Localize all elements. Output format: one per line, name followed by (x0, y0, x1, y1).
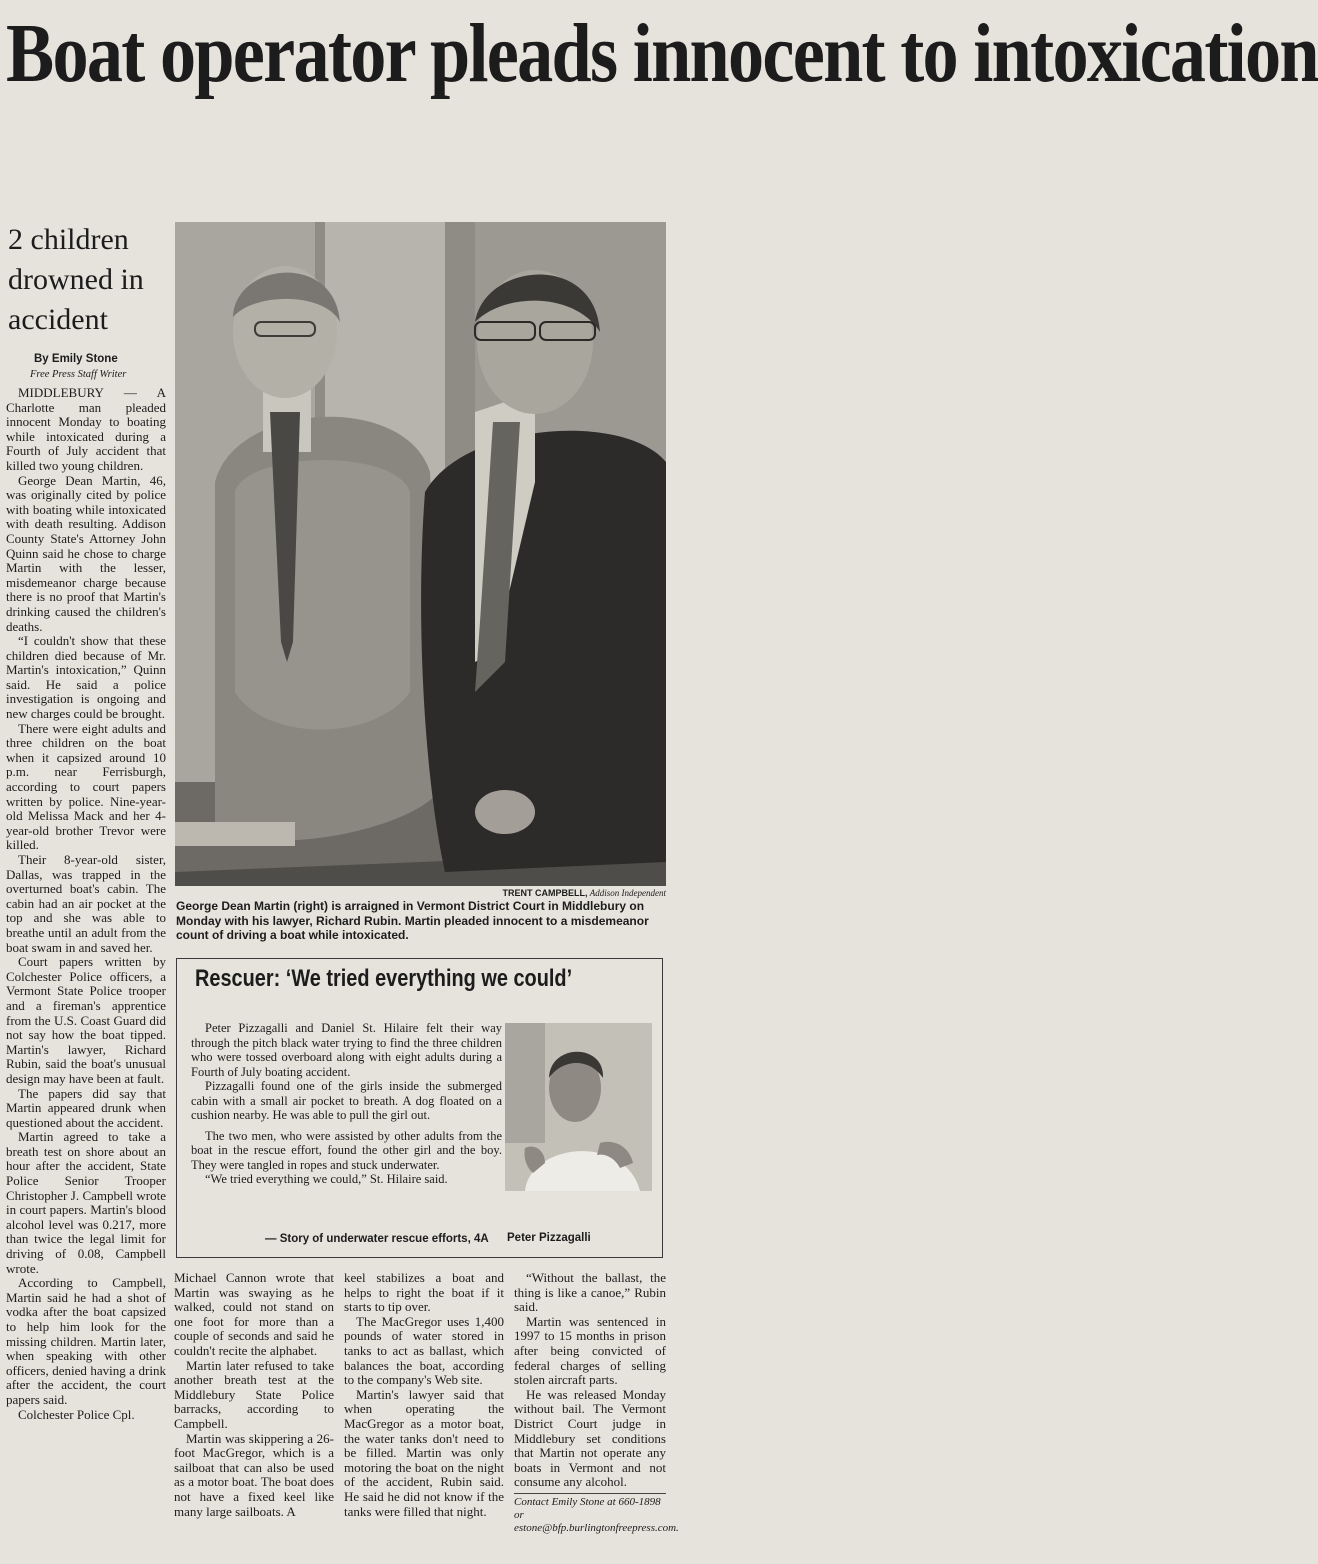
sidebar-story-reference[interactable]: — Story of underwater rescue efforts, 4A (265, 1233, 489, 1245)
article-paragraph: Their 8-year-old sister, Dallas, was trapped in the overturned boat's cabin. The cabin had an air pocket at the top and she was able to breathe until an adult from the boat swam in and saved her. (6, 852, 166, 955)
sidebar-paragraph: Peter Pizzagalli and Daniel St. Hilaire felt their way through the pitch black water trying to find the three children who were tossed overboard along with eight adults during a Fourth of July boating accident. (191, 1021, 502, 1079)
article-deck: 2 children drowned in accident (8, 223, 144, 336)
article-paragraph: Martin later refused to take another breath test at the Middlebury State Police barracks, according to Campbell. (174, 1357, 334, 1431)
byline-role: Free Press Staff Writer (30, 369, 127, 380)
sidebar-paragraph: “We tried everything we could,” St. Hilaire said. (205, 1172, 448, 1186)
sidebar-paragraph: The two men, who were assisted by other adults from the boat in the rescue effort, found the other girl and the boy. They were tangled in ropes and stuck underwater. (191, 1128, 502, 1172)
rescuer-photo (505, 1023, 652, 1191)
article-paragraph: keel stabilizes a boat and helps to right the boat if it starts to tip over. (344, 1270, 504, 1315)
article-paragraph: Colchester Police Cpl. (18, 1406, 135, 1422)
photo-caption: George Dean Martin (right) is arraigned in Vermont District Court in Middlebury on Monday with his lawyer, Richard Rubin. Martin pleaded innocent to a misdemeanor count of driving a boat while intoxicated. (176, 899, 649, 942)
article-paragraph: Michael Cannon wrote that Martin was swaying as he walked, could not stand on one foot for more than a couple of seconds and said he couldn't recite the alphabet. (174, 1270, 334, 1358)
byline: By Emily Stone (34, 353, 118, 365)
article-paragraph: The papers did say that Martin appeared drunk when questioned about the accident. (6, 1085, 166, 1130)
article-column-bottom-1 (174, 1271, 334, 1519)
article-headline: Boat operator pleads innocent to intoxication (6, 7, 1318, 100)
article-paragraph: George Dean Martin, 46, was originally cited by police with boating while intoxicated with death resulting. Addison County State's Attorney John Quinn said he chose to charge Martin with the lesser, misdemeanor charge because there is no proof that Martin's drinking caused the children's deaths. (6, 472, 166, 634)
article-paragraph: MIDDLEBURY — A Charlotte man pleaded innocent Monday to boating while intoxicated during a Fourth of July accident that killed two young children. (6, 385, 166, 473)
article-column-bottom-3 (514, 1270, 679, 1535)
article-paragraph: “I couldn't show that these children died because of Mr. Martin's intoxication,” Quinn said. He said a police investigation is ongoing and new charges could be brought. (6, 633, 166, 722)
article-paragraph: Martin was skippering a 26-foot MacGregor, which is a sailboat that can also be used as a motor boat. The boat does not have a fixed keel like many large sailboats. A (174, 1430, 334, 1519)
article-paragraph: The MacGregor uses 1,400 pounds of water stored in tanks to act as ballast, which balances the boat, according to the company's Web site. (344, 1313, 504, 1388)
sidebar-body (191, 1021, 502, 1187)
article-paragraph: There were eight adults and three children on the boat when it capsized around 10 p.m. near Ferrisburgh, according to court papers written by police. Nine-year-old Melissa Mack and her 4-year-old brother Trevor were killed. (6, 720, 166, 853)
photo-credit-name: TRENT CAMPBELL, (502, 888, 588, 898)
article-paragraph: Martin was sentenced in 1997 to 15 months in prison after being convicted of federal charges of selling stolen aircraft parts. (514, 1313, 666, 1388)
article-paragraph: Martin agreed to take a breath test on shore about an hour after the accident, State Police Senior Trooper Christopher J. Campbell wrote in court papers. Martin's blood alcohol level was 0.217, more than twice the legal limit for driving of 0.08, Campbell wrote. (6, 1129, 166, 1276)
sidebar-paragraph: Pizzagalli found one of the girls inside the submerged cabin with a small air pocket to breath. A dog floated on a cushion nearby. He was able to pull the girl out. (191, 1079, 502, 1122)
sidebar-headline: Rescuer: ‘We tried everything we could’ (195, 965, 573, 992)
article-paragraph: He was released Monday without bail. The Vermont District Court judge in Middlebury set conditions that Martin not operate any boats in Vermont and not consume any alcohol. (514, 1386, 666, 1490)
photo-credit-org: Addison Independent (589, 888, 666, 898)
article-column-bottom-2 (344, 1271, 504, 1519)
article-paragraph: Martin's lawyer said that when operating the MacGregor as a motor boat, the water tanks don't need to be filled. Martin was only motoring the boat on the night of the accident, Rubin said. He said he did not know if the tanks were filled that night. (344, 1386, 504, 1519)
rescuer-photo-illustration (505, 1023, 652, 1191)
article-paragraph: “Without the ballast, the thing is like a canoe,” Rubin said. (514, 1270, 666, 1315)
rescuer-photo-caption: Peter Pizzagalli (507, 1232, 591, 1244)
article-column-left (6, 386, 166, 1422)
photo-credit (176, 888, 666, 898)
courtroom-photo-illustration (175, 222, 666, 886)
article-paragraph: According to Campbell, Martin said he had a shot of vodka after the boat capsized to help him look for the missing children. Martin later, when speaking with other officers, denied having a drink after the accident, the court papers said. (6, 1275, 166, 1407)
courtroom-photo (175, 222, 666, 886)
author-contact[interactable]: Contact Emily Stone at 660-1898 or estone@bfp.burlingtonfreepress.com. (514, 1493, 666, 1535)
rescuer-sidebar (176, 958, 663, 1258)
article-paragraph: Court papers written by Colchester Police officers, a Vermont State Police trooper and a fireman's apprentice from the U.S. Coast Guard did not say how the boat tipped. Martin's lawyer, Richard Rubin, said the boat's unusual design may have been at fault. (6, 954, 166, 1086)
